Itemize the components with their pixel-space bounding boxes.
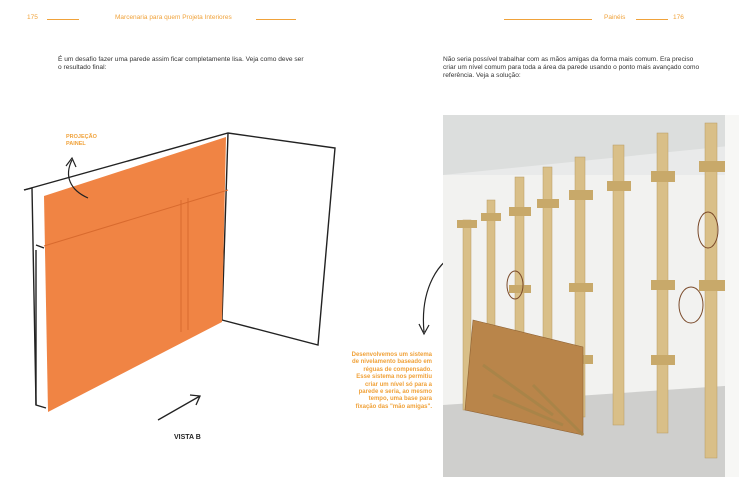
view-label: VISTA B	[174, 434, 201, 441]
right-page-number: 176	[673, 14, 684, 21]
photo-illustration	[443, 115, 739, 477]
left-page-number: 175	[27, 14, 38, 21]
left-intro-text: É um desafio fazer uma parede assim ficar completamente lisa. Veja como deve ser o resultado final:	[58, 56, 304, 72]
right-running-title: Painéis	[604, 14, 626, 21]
right-intro-text: Não seria possível trabalhar com as mãos amigas da forma mais comum. Era preciso criar um nível comum para toda a área da parede usando o ponto mais avançado como referência. Veja a solução:	[443, 56, 700, 80]
installation-photo	[443, 115, 739, 477]
photo-caption: Desenvolvemos um sistema de nivelamento baseado em réguas de compensado. Esse sistema nos permitiu criar um nível só para a parede e seria, ao mesmo tempo, uma base para fixação das "mão amigas".	[351, 352, 432, 410]
left-running-title: Marcenaria para quem Projeta Interiores	[115, 14, 232, 21]
projection-label: PROJEÇÃO PAINEL	[66, 134, 97, 147]
